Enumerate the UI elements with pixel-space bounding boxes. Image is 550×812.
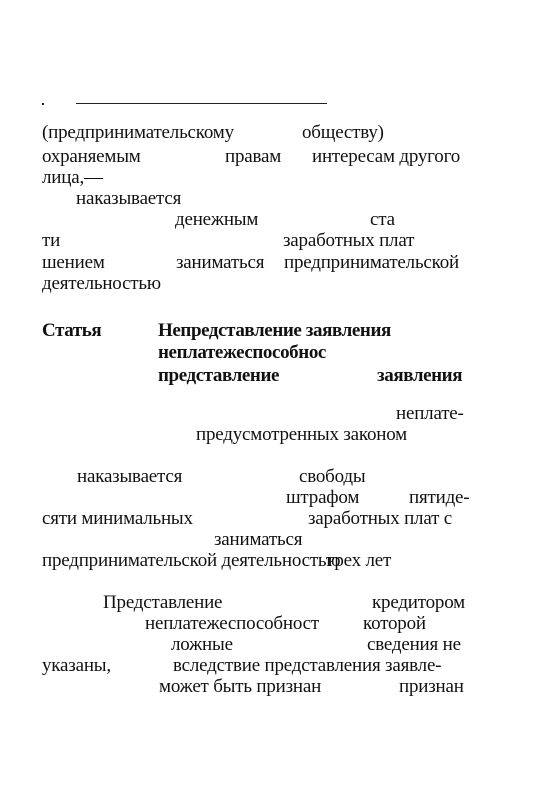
text-fragment: деятельностью [42, 273, 161, 294]
text-fragment: предусмотренных законом [196, 424, 407, 445]
text-fragment: трех лет [326, 550, 392, 571]
text-fragment: свободы [299, 466, 366, 487]
text-fragment: сведения не [367, 634, 461, 655]
text-fragment: пятиде- [409, 487, 470, 508]
text-fragment: ти [42, 230, 61, 251]
text-fragment: предпринимательской деятельностью [42, 550, 341, 571]
text-fragment: заниматься [176, 252, 265, 273]
text-fragment: (предпринимательскому [42, 122, 234, 143]
text-fragment: наказывается [76, 188, 182, 209]
text-fragment: охраняемым [42, 146, 141, 167]
text-fragment: вследствие представления заявле- [173, 655, 442, 676]
text-fragment: наказывается [77, 466, 183, 487]
text-fragment: сяти минимальных [42, 508, 193, 529]
text-fragment: заниматься [214, 529, 303, 550]
text-fragment: неплате- [396, 403, 464, 424]
text-fragment: ста [370, 209, 395, 230]
text-fragment: правам [225, 146, 282, 167]
text-fragment: обществу) [302, 122, 384, 143]
text-fragment: признан [399, 676, 464, 697]
text-fragment: интересам другого [312, 146, 461, 167]
text-fragment: неплатежеспособност [145, 613, 319, 634]
text-fragment: может быть признан [159, 676, 322, 697]
text-fragment: указаны, [42, 655, 111, 676]
horizontal-rule [76, 103, 327, 104]
article-title-line: представление [158, 365, 280, 386]
text-fragment: заработных плат [283, 230, 415, 251]
text-fragment: кредитором [372, 592, 465, 613]
line-mark [42, 103, 44, 105]
text-fragment: которой [363, 613, 426, 634]
text-fragment: Представление [103, 592, 223, 613]
article-title-line: неплатежеспособнос [158, 342, 326, 363]
text-fragment: денежным [175, 209, 259, 230]
article-title-line: заявления [377, 365, 463, 386]
text-fragment: штрафом [286, 487, 360, 508]
text-fragment: предпринимательской [284, 252, 459, 273]
text-fragment: ложные [171, 634, 233, 655]
text-fragment: заработных плат с [308, 508, 452, 529]
text-fragment: шением [42, 252, 105, 273]
article-title-line: Непредставление заявления [158, 320, 391, 341]
article-label: Статья [42, 320, 102, 341]
text-fragment: лица,— [42, 167, 103, 188]
